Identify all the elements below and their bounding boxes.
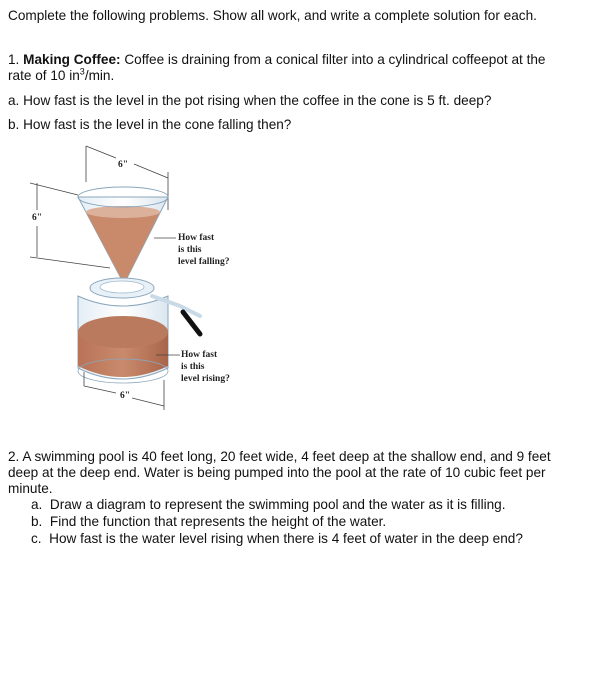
- problem-1-title: Making Coffee:: [23, 52, 121, 67]
- dim-bottom-label: 6": [120, 391, 131, 401]
- problem-2-item-c: [31, 531, 523, 547]
- problem-1-part-a: a. How fast is the level in the pot rising when the coffee in the cone is 5 ft. deep?: [8, 93, 492, 108]
- problem-2-item-a: [31, 497, 506, 513]
- problem-2-item-text: How fast is the water level rising when there is 4 feet of water in the deep end?: [49, 531, 523, 546]
- cone-coffee-surface: [86, 206, 160, 218]
- problem-2-item-marker: b.: [31, 514, 43, 529]
- problem-1-rate-prefix: rate of 10 in: [8, 68, 80, 83]
- cone-label-2: is this: [178, 245, 202, 255]
- instructions: Complete the following problems. Show all work, and write a complete solution for each.: [8, 8, 537, 23]
- problem-1-number: 1.: [8, 52, 20, 67]
- cone-label-1: How fast: [178, 233, 215, 243]
- problem-2-line-2: deep at the deep end. Water is being pumped into the pool at the rate of 10 cubic feet per: [8, 465, 546, 480]
- problem-2-item-marker: a.: [31, 497, 43, 512]
- problem-2-item-b: [31, 514, 386, 530]
- pot-label-1: How fast: [181, 350, 218, 360]
- problem-1-statement-1: Coffee is draining from a conical filter into a cylindrical coffeepot at the: [124, 52, 546, 67]
- cone-label-3: level falling?: [178, 257, 230, 267]
- problem-1-rate-sup: 3: [79, 66, 85, 77]
- problem-2-item-text: Find the function that represents the height of the water.: [49, 514, 387, 529]
- problem-1-rate-suffix: /min.: [84, 68, 115, 83]
- pot-coffee-surface: [78, 316, 168, 348]
- problem-2-line-1: 2. A swimming pool is 40 feet long, 20 feet wide, 4 feet deep at the shallow end, and 9 feet: [8, 449, 551, 464]
- cone-coffee: [86, 212, 160, 284]
- cone-filter: [78, 187, 168, 284]
- pot-label-2: is this: [181, 362, 205, 372]
- problem-2-line-3: minute.: [8, 481, 53, 496]
- problem-2-item-text: Draw a diagram to represent the swimming pool and the water as it is filling.: [49, 497, 506, 512]
- problem-1-part-b: b. How fast is the level in the cone falling then?: [8, 117, 292, 132]
- dim-left-label: 6": [32, 213, 43, 223]
- pot-label-3: level rising?: [181, 374, 230, 384]
- problem-2-item-marker: c.: [31, 531, 42, 546]
- dim-top-label: 6": [118, 160, 129, 170]
